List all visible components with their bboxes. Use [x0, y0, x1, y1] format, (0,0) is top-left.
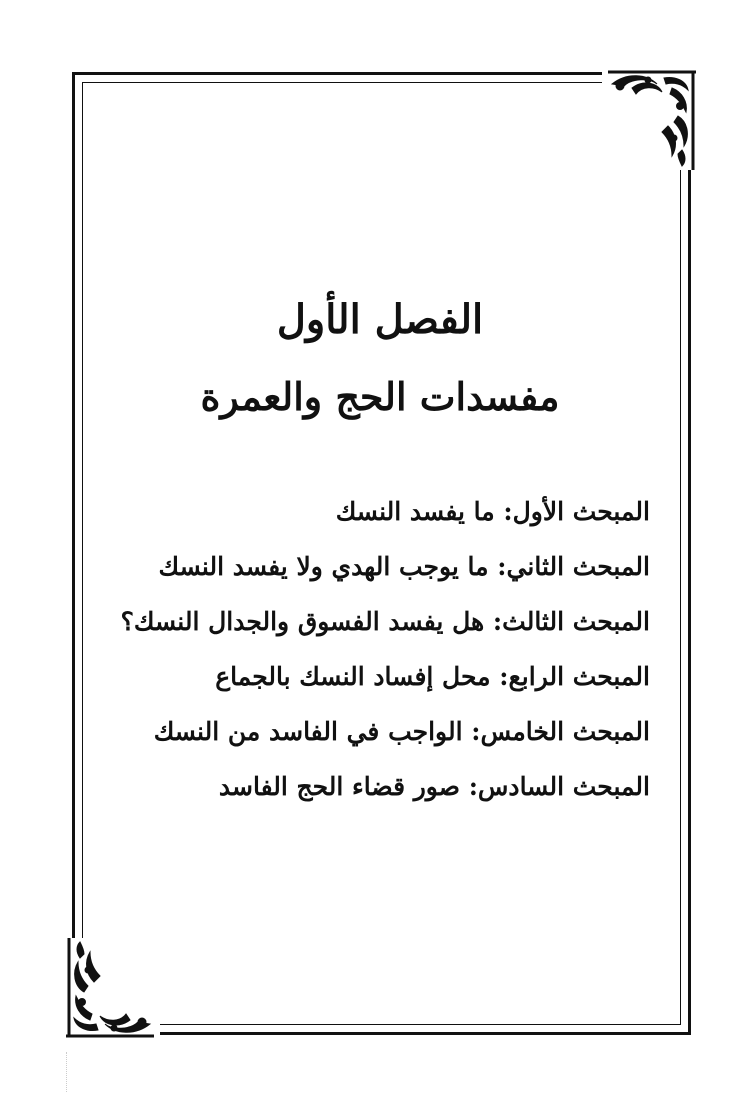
chapter-label: الفصل الأول: [276, 296, 484, 343]
section-heading: المبحث الرابع:: [499, 662, 650, 691]
chapter-content: [110, 290, 650, 814]
section-heading: المبحث الخامس:: [471, 717, 650, 746]
section-heading: المبحث الثالث:: [492, 607, 650, 636]
section-title: صور قضاء الحج الفاسد: [218, 772, 460, 801]
section-item: [110, 539, 650, 594]
section-title: هل يفسد الفسوق والجدال النسك؟: [120, 607, 485, 636]
section-title: ما يفسد النسك: [335, 497, 495, 526]
floral-corner-ornament-icon: [66, 938, 160, 1042]
section-item: [110, 649, 650, 704]
section-item: [110, 704, 650, 759]
sections-list: [110, 484, 650, 814]
section-item: [110, 759, 650, 814]
chapter-title: مفسدات الحج والعمرة: [200, 374, 560, 419]
section-title: ما يوجب الهدي ولا يفسد النسك: [158, 552, 489, 581]
section-heading: المبحث السادس:: [468, 772, 650, 801]
section-title: الواجب في الفاسد من النسك: [153, 717, 463, 746]
section-item: [110, 594, 650, 649]
section-heading: المبحث الأول:: [503, 497, 650, 526]
scan-margin-dots: [66, 1052, 87, 1092]
section-heading: المبحث الثاني:: [497, 552, 650, 581]
floral-corner-ornament-icon: [602, 66, 696, 170]
section-title: محل إفساد النسك بالجماع: [215, 662, 491, 691]
section-item: [110, 484, 650, 539]
